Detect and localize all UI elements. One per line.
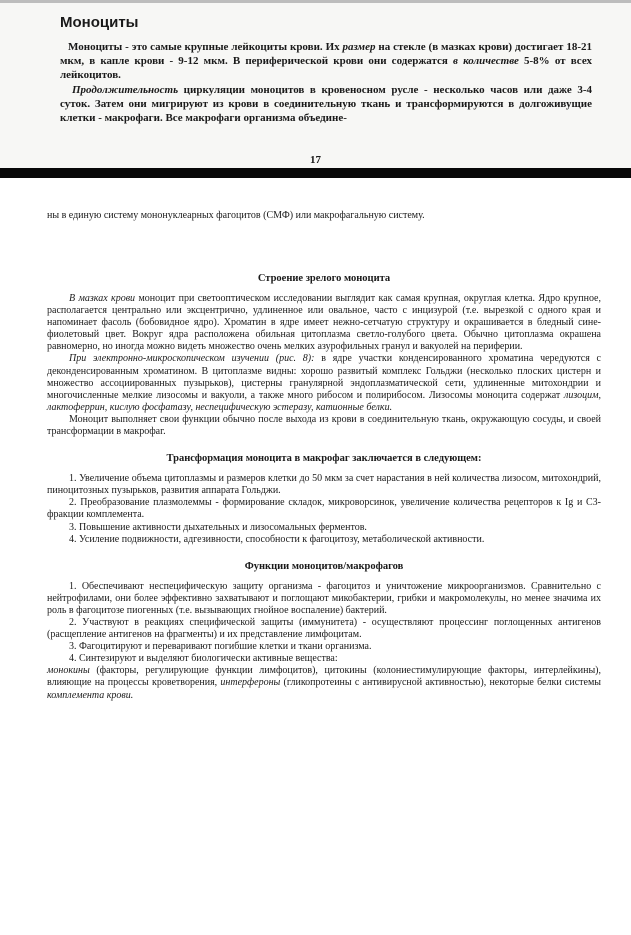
continuation-line: ны в единую систему мононуклеарных фагоцитов (СМФ) или макрофагальную систему.	[47, 210, 425, 221]
list-item: 1. Увеличение объема цитоплазмы и размеров клетки до 50 мкм за счет нарастания в ней количества лизосом, митохондрий, пиноцитозных пузырьков, развития аппарата Гольджи.	[47, 473, 601, 497]
upper-page-fragment	[0, 0, 631, 168]
heading-transformation: Трансформация моноцита в макрофаг заключается в следующем:	[166, 453, 482, 465]
list-item: 4. Синтезируют и выделяют биологически активные вещества:	[69, 653, 338, 665]
paragraph-secreted-substances: монокины (факторы, регулирующие функции лимфоцитов), цитокины (колониестимулирующие факторы, интерлейкины), влияющие на процессы кроветворения, интерфероны (гликопротеины с антивирусной активностью), некоторые белки системы комплемента крови.	[47, 665, 602, 701]
monocytes-intro-text	[60, 40, 592, 125]
paragraph-electron-microscopy: При электронно-микроскопическом изучении (рис. 8): в ядре участки конденсированного хроматина чередуются с деконденсированным хроматином. В цитоплазме видны: хорошо развитый комплекс Гольджи (несколько плоских цистерн и множество ассоциированных пузырьков), цистерны гранулярной эндоплазматической сети, удлиненные митохондрии и многочисленные мелкие лизосомы и вакуоли, а также много рибосом и полирибосом. Лизосомы моноцита содержат лизоцим, лактоферрин, кислую фосфатазу, неспецифическую эстеразу, катионные белки.	[47, 353, 601, 413]
heading-functions: Функции моноцитов/макрофагов	[244, 560, 404, 572]
paragraph-light-microscopy: В мазках крови моноцит при светооптическом исследовании выглядит как самая крупная, округлая клетка. Ядро крупное, располагается центрально или эксцентрично, удлиненное или овальное, часто с инцизурой (т.е. вырезкой с одного края и напоминает фасоль (бобовидное ядро). Хроматин в ядре имеет нежно-сетчатую структуру и окрашивается в бледный сине-фиолетовый цвет. Вокруг ядра расположена обильная цитоплазма светло-голубого цвета. Обычно цитоплазма окрашена равномерно, но иногда можно видеть множество очень мелких азурофильных гранул и вакуолей на периферии.	[47, 293, 601, 353]
list-item: 2. Участвуют в реакциях специфической защиты (иммунитета) - осуществляют процессинг поглощенных антигенов (расщепление антигенов на фрагменты) и их представление лимфоцитам.	[47, 616, 601, 641]
page-number: 17	[310, 154, 321, 166]
list-item: 4. Усиление подвижности, адгезивности, способности к фагоцитозу, метаболической активности.	[69, 533, 485, 545]
list-item: 3. Фагоцитируют и переваривают погибшие клетки и ткани организма.	[69, 641, 372, 653]
paragraph-function-note: Моноцит выполняет свои функции обычно после выхода из крови в соединительную ткань, окружающую сосуды, и своей трансформации в макрофаг.	[47, 413, 601, 438]
list-item: 2. Преобразование плазмолеммы - формирование складок, микроворсинок, увеличение количества рецепторов к Ig и С3-фракции комплемента.	[47, 497, 601, 521]
heading-monocyte-structure: Строение зрелого моноцита	[257, 273, 391, 284]
paragraph-size: Моноциты - это самые крупные лейкоциты крови. Их размер на стекле (в мазках крови) достигает 18-21 мкм, в капле крови - 9-12 мкм. В периферической крови они содержатся в количестве 5-8% от всех лейкоцитов.	[60, 41, 592, 82]
paragraph-duration: Продолжительность циркуляции моноцитов в кровеносном русле - несколько часов или даже 3-4 суток. Затем они мигрируют из крови в соединительную ткань и трансформируются в долгоживущие клетки - макрофаги. Все макрофаги организма объедине-	[60, 83, 592, 125]
page-separator-bar	[0, 168, 631, 178]
lower-page	[0, 178, 631, 935]
page-body	[47, 272, 601, 702]
section-heading-monocytes: Моноциты	[60, 14, 139, 31]
list-item: 3. Повышение активности дыхательных и лизосомальных ферментов.	[69, 521, 367, 533]
list-item: 1. Обеспечивают неспецифическую защиту организма - фагоцитоз и уничтожение микроорганизмов. Сравнительно с нейтрофилами, они более эффективно захватывают и поглощают микобактерии, грибки и макромолекулы, но менее значима их роль в фагоцитозе пиогенных (т.е. вызывающих гнойное воспаление) бактерий.	[47, 580, 601, 616]
top-edge-line	[0, 0, 631, 3]
